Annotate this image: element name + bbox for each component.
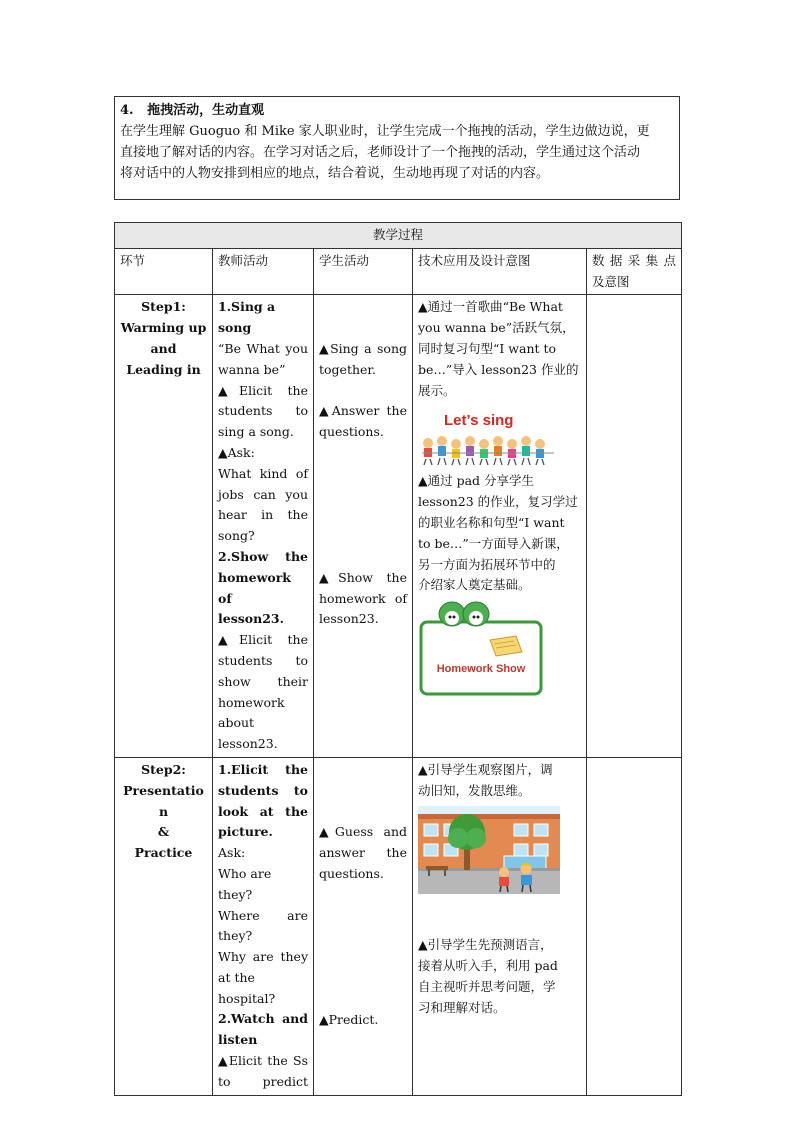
step2-tech (413, 757, 587, 1095)
teacher-line: wanna be” (218, 361, 286, 377)
tech-line: 的职业名称和句型“I want (418, 514, 565, 530)
teacher-line: Where are (218, 907, 308, 923)
teacher-line: What kind of (218, 465, 308, 481)
step2-teacher (213, 757, 314, 1095)
tech-line: 习和理解对话。 (418, 999, 506, 1015)
teacher-line: ▲Ask: (218, 444, 255, 460)
tech-line: 另一方面为拓展环节中的 (418, 556, 556, 572)
teacher-line: sing a song. (218, 424, 294, 440)
kids-singing-illustration (418, 407, 558, 467)
intro-line: 将对话中的人物安排到相应的地点，结合着说，生动地再现了对话的内容。 (120, 166, 550, 181)
step1-student (314, 295, 413, 758)
teacher-line: Who are they? (218, 865, 272, 902)
table-row-step2 (115, 757, 682, 1095)
tech-line: 动旧知，发散思维。 (418, 782, 531, 798)
step1-tech (413, 295, 587, 758)
tech-line: 接着从听入手，利用 pad (418, 957, 558, 973)
intro-line: 直接地了解对话的内容。在学习对话之后，老师设计了一个拖拽的活动，学生通过这个活动 (120, 145, 641, 160)
header-data (587, 248, 682, 295)
teacher-line: Ask: (218, 845, 246, 861)
student-line: questions. (319, 424, 384, 440)
teacher-line: students to (218, 782, 308, 798)
intro-box (114, 96, 680, 200)
step1-data (587, 295, 682, 758)
teacher-line: hear in the (218, 507, 308, 523)
tech-line: 同时复习句型“I want to (418, 340, 557, 356)
teacher-line: “Be What you (218, 340, 308, 356)
lets-sing-label: Let’s sing (444, 412, 514, 430)
hospital-scene-image (418, 806, 560, 894)
header-stage: 环节 (115, 248, 213, 295)
teacher-line: ▲Elicit the Ss (218, 1053, 308, 1069)
teacher-line: picture. (218, 824, 273, 840)
header-data-line1: 数 据 采 集 点 (592, 252, 676, 268)
header-row (115, 248, 682, 295)
teacher-line: students to (218, 403, 308, 419)
teacher-line: show their (218, 673, 308, 689)
step2-label-line: Presentation (123, 782, 204, 819)
student-line: answer the (319, 845, 407, 861)
intro-line: 在学生理解 Guoguo 和 Mike 家人职业时，让学生完成一个拖拽的活动，学生边做边说，更 (120, 124, 650, 139)
student-line: ▲Predict. (319, 1011, 379, 1027)
step1-label-line: Warming up (120, 320, 207, 336)
teacher-line: lesson23. (218, 611, 284, 627)
header-student: 学生活动 (314, 248, 413, 295)
tech-line: 展示。 (418, 382, 456, 398)
step2-label-line: & (157, 824, 170, 840)
homework-show-label: Homework Show (436, 663, 526, 676)
tech-line: be…”导入 lesson23 作业的 (418, 361, 579, 377)
teacher-line: Why are they (218, 949, 308, 965)
teacher-line: 2.Show the (218, 548, 308, 564)
tech-line: 自主视听并思考问题，学 (418, 978, 556, 994)
teacher-line: jobs can you (218, 486, 308, 502)
teacher-line: at the hospital? (218, 969, 276, 1006)
student-line: ▲Sing a song (319, 340, 407, 356)
teacher-line: 1.Sing a song (218, 299, 276, 336)
table-row-step1 (115, 295, 682, 758)
hospital-scene-illustration (418, 806, 560, 894)
student-line: homework of (319, 590, 407, 606)
header-data-line2: 及意图 (592, 273, 630, 289)
header-teacher: 教师活动 (213, 248, 314, 295)
tech-line: ▲引导学生先预测语言， (418, 937, 553, 953)
tech-line: ▲通过 pad 分享学生 (418, 473, 535, 489)
tech-line: lesson23 的作业，复习学过 (418, 494, 578, 510)
teacher-line: homework (218, 694, 285, 710)
teacher-line: homework of (218, 569, 291, 606)
step2-label (115, 757, 213, 1095)
tech-line: ▲通过一首歌曲“Be What (418, 299, 563, 315)
student-line: questions. (319, 865, 384, 881)
step2-data (587, 757, 682, 1095)
step1-label-line: Leading in (126, 361, 201, 377)
table-title: 教学过程 (115, 223, 682, 249)
teacher-line: ▲Elicit the (218, 382, 308, 398)
step1-label (115, 295, 213, 758)
student-line: ▲Show the (319, 569, 407, 585)
tech-line: ▲引导学生观察图片，调 (418, 761, 553, 777)
teacher-line: to predict (218, 1073, 308, 1089)
step1-teacher (213, 295, 314, 758)
student-line: together. (319, 361, 376, 377)
step2-label-line: Step2: (141, 761, 186, 777)
student-line: ▲Answer the (319, 403, 407, 419)
homework-show-illustration (418, 600, 546, 696)
teacher-line: ▲Elicit the (218, 632, 308, 648)
tech-line: 介绍家人奠定基础。 (418, 577, 531, 593)
header-tech: 技术应用及设计意图 (413, 248, 587, 295)
teacher-line: lesson23. (218, 736, 278, 752)
step2-student (314, 757, 413, 1095)
teacher-line: look at the (218, 803, 308, 819)
student-line: lesson23. (319, 611, 379, 627)
step1-label-line: Step1: (141, 299, 186, 315)
teacher-line: they? (218, 928, 253, 944)
teacher-line: 1.Elicit the (218, 761, 308, 777)
teaching-process-table (114, 222, 682, 1096)
teacher-line: listen (218, 1032, 258, 1048)
teacher-line: about (218, 715, 255, 731)
homework-show-image (418, 600, 546, 696)
step2-label-line: Practice (134, 845, 193, 861)
lets-sing-image (418, 407, 558, 467)
teacher-line: students to (218, 652, 308, 668)
student-line: ▲Guess and (319, 824, 407, 840)
teacher-line: song? (218, 528, 255, 544)
step1-label-line: and (150, 340, 177, 356)
teacher-line: 2.Watch and (218, 1011, 308, 1027)
intro-heading: 4. 拖拽活动，生动直观 (120, 103, 265, 118)
tech-line: to be…”一方面导入新课， (418, 535, 569, 551)
tech-line: you wanna be”活跃气氛， (418, 320, 575, 336)
